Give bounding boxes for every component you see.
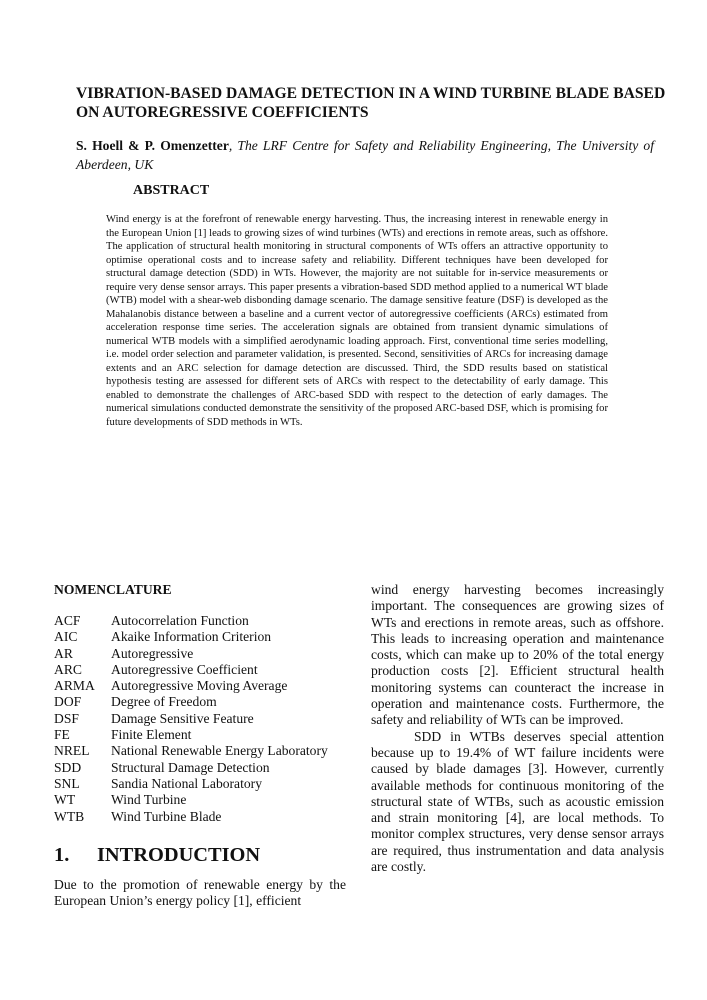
nomenclature-meaning: Finite Element xyxy=(111,727,192,743)
section-title: INTRODUCTION xyxy=(97,844,261,866)
nomenclature-meaning: Autoregressive Moving Average xyxy=(111,678,288,694)
nomenclature-item xyxy=(54,646,328,662)
section-number: 1. xyxy=(54,844,70,866)
intro-paragraph-continued: wind energy harvesting becomes increasingly important. The consequences are growing sizes of WTs and erections in remote areas, such as offshore. This leads to increasing operation and maintenance costs, which can make up to 20% of the total energy production costs [2]. Efficient structural health monitoring systems can counteract the increase in operation and maintenance costs. Furthermore, the safety and reliability of WTs can be improved. xyxy=(371,582,664,728)
nomenclature-abbr: AIC xyxy=(54,629,78,645)
nomenclature-item xyxy=(54,792,328,808)
nomenclature-meaning: Structural Damage Detection xyxy=(111,759,270,775)
abstract-heading: ABSTRACT xyxy=(133,183,210,198)
nomenclature-item xyxy=(54,743,328,759)
introduction-heading xyxy=(54,844,260,867)
nomenclature-abbr: SNL xyxy=(54,775,80,791)
nomenclature-meaning: Sandia National Laboratory xyxy=(111,775,262,791)
paper-title: VIBRATION-BASED DAMAGE DETECTION IN A WIND TURBINE BLADE BASED ON AUTOREGRESSIVE COEFFICIENTS xyxy=(76,85,666,121)
nomenclature-abbr: ACF xyxy=(54,613,81,628)
intro-paragraph-start: Due to the promotion of renewable energy by the European Union’s energy policy [1], efficient xyxy=(54,877,346,909)
nomenclature-meaning: National Renewable Energy Laboratory xyxy=(111,743,328,759)
nomenclature-heading: NOMENCLATURE xyxy=(54,582,172,597)
author-line xyxy=(76,136,654,174)
nomenclature-item xyxy=(54,694,328,710)
nomenclature-abbr: WT xyxy=(54,792,76,808)
nomenclature-item xyxy=(54,711,328,727)
nomenclature-meaning: Autoregressive Coefficient xyxy=(111,661,258,677)
nomenclature-item xyxy=(54,776,328,792)
nomenclature-meaning: Wind Turbine xyxy=(111,792,187,808)
nomenclature-abbr: SDD xyxy=(54,759,82,775)
nomenclature-item xyxy=(54,760,328,776)
nomenclature-meaning: Akaike Information Criterion xyxy=(111,629,272,645)
nomenclature-item xyxy=(54,678,328,694)
author-affiliation: , The LRF Centre for Safety and Reliability Engineering, The University of Aberdeen, UK xyxy=(76,138,654,172)
nomenclature-meaning: Autoregressive xyxy=(111,645,194,661)
nomenclature-abbr: WTB xyxy=(54,808,85,824)
nomenclature-list xyxy=(54,613,328,825)
nomenclature-abbr: AR xyxy=(54,645,73,661)
left-column xyxy=(54,582,346,909)
nomenclature-item xyxy=(54,809,328,825)
abstract-text: Wind energy is at the forefront of renewable energy harvesting. Thus, the increasing interest in renewable energy in the European Union [1] leads to growing sizes of wind turbines (WTs) and erections in remote areas, such as offshore. The application of structural health monitoring in structural components of WTs offers an attractive opportunity to optimise operational costs and to increase safety and reliability. Different techniques have been developed for structural damage detection (SDD) in WTs. However, the majority are not suitable for in-service measurements or require very dense sensor arrays. This paper presents a vibration-based SDD method applied to a numerical WT blade (WTB) model with a shear-web disbonding damage scenario. The damage sensitive feature (DSF) is developed as the Mahalanobis distance between a baseline and a current vector of autoregressive coefficients (ARCs) estimated from acceleration response time series. The acceleration signals are obtained from transient dynamic simulations of numerical WTB models with a simplified aerodynamic loading approach. First, conventional time series modelling, i.e. model order selection and parameter validation, is presented. Second, sensitivities of ARCs for increasing damage extents and an ARC selection for damage detection are discussed. Third, the SDD results based on statistical hypothesis testing are assessed for different sets of ARCs with respect to the detectability of early damage. This enabled to demonstrate the challenges of ARC-based SDD with respect to the detection of early damages. The numerical simulations conducted demonstrate the sensitivity of the proposed ARC-based DSF, which is promising for future developments of SDD methods in WTs. xyxy=(106,214,608,428)
nomenclature-abbr: DOF xyxy=(54,694,82,710)
nomenclature-meaning: Damage Sensitive Feature xyxy=(111,710,254,726)
nomenclature-abbr: ARC xyxy=(54,661,82,677)
nomenclature-item xyxy=(54,727,328,743)
nomenclature-item xyxy=(54,613,328,629)
nomenclature-abbr: ARMA xyxy=(54,678,95,694)
nomenclature-item xyxy=(54,662,328,678)
nomenclature-meaning: Autocorrelation Function xyxy=(111,613,249,628)
nomenclature-abbr: NREL xyxy=(54,743,90,759)
right-column xyxy=(371,582,664,875)
nomenclature-abbr: DSF xyxy=(54,710,79,726)
nomenclature-meaning: Degree of Freedom xyxy=(111,694,217,710)
author-names: S. Hoell & P. Omenzetter xyxy=(76,138,229,153)
nomenclature-item xyxy=(54,629,328,645)
nomenclature-abbr: FE xyxy=(54,727,70,743)
nomenclature-meaning: Wind Turbine Blade xyxy=(111,808,222,824)
intro-paragraph-2: SDD in WTBs deserves special attention because up to 19.4% of WT failure incidents were caused by blade damages [3]. However, currently available methods for continuous monitoring of the structural state of WTBs, such as acoustic emission and strain monitoring [4], are local methods. To monitor complex structures, very dense sensor arrays are required, thus instrumentation and data analysis are costly. xyxy=(371,728,664,875)
